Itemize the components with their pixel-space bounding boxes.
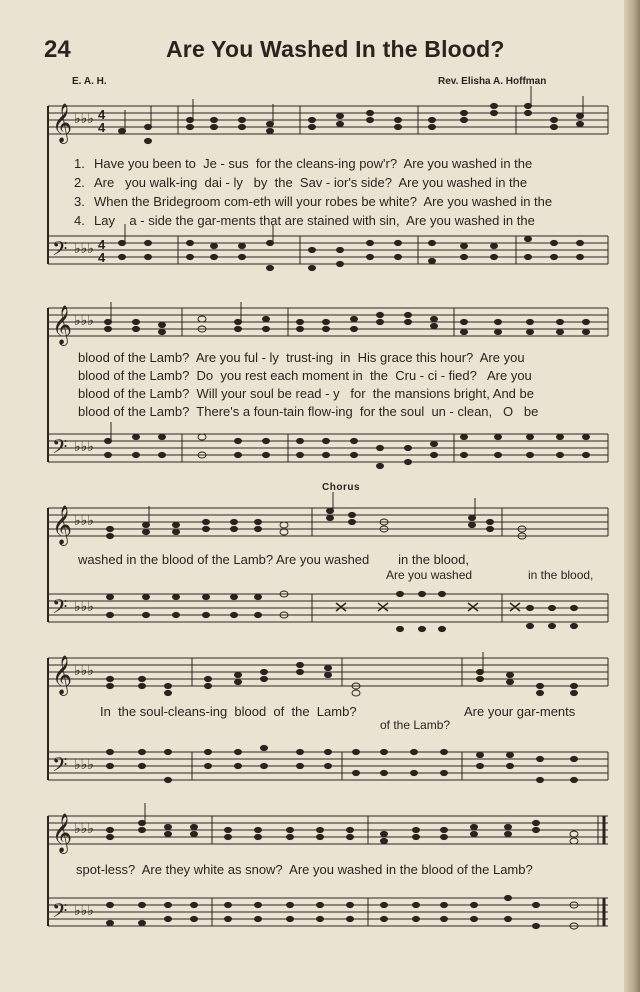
verse-number: 2.: [74, 175, 85, 190]
music-system-3: [44, 496, 610, 646]
verse-number: 4.: [74, 213, 85, 228]
svg-text:♭♭♭: ♭♭♭: [74, 514, 94, 529]
svg-text:♭♭♭: ♭♭♭: [74, 758, 94, 773]
composer-credit: E. A. H.: [72, 76, 107, 87]
svg-text:4: 4: [98, 120, 106, 135]
verse-line-1: [74, 154, 602, 173]
chorus-line-3: spot-less? Are they white as snow? Are you washed in the blood of the Lamb?: [76, 862, 533, 877]
svg-text:♭♭♭: ♭♭♭: [74, 112, 94, 127]
staff-graphics-3: [44, 496, 610, 646]
verse-continuation-4: blood of the Lamb? There's a foun-tain flow-ing for the soul un - clean, O be: [78, 404, 539, 419]
verse-number: 3.: [74, 194, 85, 209]
svg-text:♭♭♭: ♭♭♭: [74, 904, 94, 919]
music-system-1: [44, 96, 610, 276]
book-spine: [624, 0, 640, 992]
svg-text:♭♭♭: ♭♭♭: [74, 440, 94, 455]
svg-text:𝄞: 𝄞: [52, 505, 73, 545]
svg-text:𝄢: 𝄢: [52, 753, 68, 781]
svg-text:𝄞: 𝄞: [52, 103, 73, 143]
chorus-echo-3: of the Lamb?: [380, 718, 451, 732]
svg-text:𝄢: 𝄢: [52, 435, 68, 463]
music-system-4: [44, 650, 610, 790]
verse-line-2: [74, 173, 602, 192]
verse-text: When the Bridegroom com-eth will your robes be white? Are you washed in the: [94, 194, 553, 209]
author-credit: Rev. Elisha A. Hoffman: [438, 76, 547, 87]
chorus-line-1: washed in the blood of the Lamb? Are you washed in the blood,: [78, 552, 469, 567]
svg-text:4: 4: [98, 250, 106, 265]
verse-continuation-1: blood of the Lamb? Are you ful - ly trust-ing in His grace this hour? Are you: [78, 350, 525, 365]
hymn-title: Are You Washed In the Blood?: [166, 36, 505, 62]
chorus-line-2: In the soul-cleans-ing blood of the Lamb?: [100, 704, 357, 719]
svg-text:𝄢: 𝄢: [52, 899, 68, 927]
svg-text:♭♭♭: ♭♭♭: [74, 664, 94, 679]
hymn-number: 24: [44, 36, 71, 63]
svg-text:𝄞: 𝄞: [52, 305, 73, 345]
verse-line-4: [74, 211, 602, 230]
verse-text: Have you been to Je - sus for the cleans-ing pow'r? Are you washed in the: [94, 156, 533, 171]
svg-text:♭♭♭: ♭♭♭: [74, 600, 94, 615]
chorus-line-2-end: Are your gar-ments: [464, 704, 576, 719]
svg-text:𝄞: 𝄞: [52, 813, 73, 853]
svg-text:4: 4: [98, 237, 106, 252]
svg-text:♭♭♭: ♭♭♭: [74, 314, 94, 329]
verse-number: 1.: [74, 156, 85, 171]
verse-line-3: [74, 192, 602, 211]
svg-text:𝄢: 𝄢: [52, 237, 68, 265]
svg-text:𝄞: 𝄞: [52, 655, 73, 695]
verse-continuation-2: blood of the Lamb? Do you rest each moment in the Cru - ci - fied? Are you: [78, 368, 532, 383]
svg-text:𝄢: 𝄢: [52, 595, 68, 623]
chorus-label: Chorus: [322, 482, 360, 493]
verse-text: Lay a - side the gar-ments that are stained with sin, Are you washed in the: [94, 213, 535, 228]
music-system-5: [44, 800, 610, 950]
svg-text:♭♭♭: ♭♭♭: [74, 822, 94, 837]
verse-text: Are you walk-ing dai - ly by the Sav - ior's side? Are you washed in the: [94, 175, 528, 190]
chorus-echo-2: in the blood,: [528, 568, 594, 582]
music-system-2: [44, 292, 610, 472]
verse-continuation-3: blood of the Lamb? Will your soul be read - y for the mansions bright, And be: [78, 386, 534, 401]
svg-text:♭♭♭: ♭♭♭: [74, 242, 94, 257]
chorus-echo-1: Are you washed: [386, 568, 473, 582]
svg-text:4: 4: [98, 107, 106, 122]
